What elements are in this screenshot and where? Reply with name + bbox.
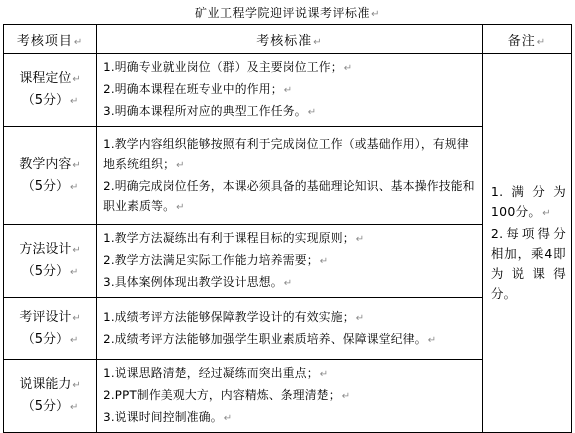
criteria-line: 2.PPT制作美观大方，内容精炼、条理清楚；↵ [103,388,351,402]
paragraph-mark-icon: ↵ [72,245,81,256]
header-note [482,25,571,54]
paragraph-mark-icon: ↵ [223,413,233,424]
criteria-line: 2.明确完成岗位任务，本课必须具备的基础理论知识、基本操作技能和职业素质等。↵ [103,178,475,213]
item-score: （5分）↵ [21,331,79,347]
criteria-cell [97,127,483,225]
table-header-row [4,25,572,54]
item-cell [4,298,97,360]
criteria-line: 3.具体案例体现出教学设计思想。↵ [103,275,293,289]
paragraph-mark-icon: ↵ [72,380,81,391]
criteria-line: 3.明确本课程所对应的典型工作任务。↵ [103,104,317,118]
paragraph-mark-icon: ↵ [341,391,351,402]
criteria-cell [97,298,483,360]
paragraph-mark-icon: ↵ [283,278,293,289]
paragraph-mark-icon: ↵ [313,36,323,48]
criteria-cell [97,225,483,298]
item-name: 方法设计↵ [19,242,81,257]
paragraph-mark-icon: ↵ [70,402,79,413]
evaluation-table [3,24,572,433]
item-score: （5分）↵ [21,264,79,279]
paragraph-mark-icon: ↵ [427,334,437,346]
header-criteria [97,25,483,54]
paragraph-mark-icon: ↵ [72,159,81,171]
header-item [4,25,97,54]
note-line: 1.满分为100分。↵ [490,184,566,219]
paragraph-mark-icon: ↵ [307,107,317,118]
paragraph-mark-icon: ↵ [319,256,329,267]
paragraph-mark-icon: ↵ [542,208,551,219]
paragraph-mark-icon: ↵ [72,312,81,324]
item-score: （5分）↵ [21,93,79,108]
paragraph-mark-icon: ↵ [70,334,79,346]
item-name: 教学内容↵ [19,156,81,172]
criteria-line: 1.教学内容组织能够按照有利于完成岗位工作（或基础作用），有规律地系统组织；↵ [103,136,469,171]
note-cell [482,54,571,433]
table-row [4,54,572,127]
paragraph-mark-icon: ↵ [343,63,353,74]
note-line: 2.每项得分相加，乘4即为说课得分。 [490,226,566,301]
paragraph-mark-icon: ↵ [283,85,293,96]
paragraph-mark-icon: ↵ [176,201,185,213]
paragraph-mark-icon: ↵ [176,159,185,171]
criteria-cell [97,54,483,127]
criteria-line: 2.教学方法满足实际工作能力培养需要；↵ [103,253,329,267]
criteria-cell [97,360,483,433]
criteria-line: 2.明确本课程在班专业中的作用；↵ [103,82,293,96]
item-score: （5分）↵ [21,399,79,414]
item-cell [4,54,97,127]
item-score: （5分）↵ [21,178,79,194]
item-cell [4,225,97,298]
criteria-line: 3.说课时间控制准确。↵ [103,410,233,424]
paragraph-mark-icon: ↵ [70,96,79,107]
header-criteria-text: 考核标准 [256,33,313,49]
paragraph-mark-icon: ↵ [319,369,329,380]
criteria-line: 1.教学方法凝练出有利于课程目标的实现原则；↵ [103,231,365,245]
item-cell [4,127,97,225]
item-name: 说课能力↵ [19,377,81,392]
criteria-line: 1.说课思路清楚，经过凝练而突出重点；↵ [103,366,329,380]
paragraph-mark-icon: ↵ [70,181,79,193]
header-note-text: 备注 [507,33,536,49]
criteria-line: 2.成绩考评方法能够加强学生职业素质培养、保障课堂纪律。↵ [103,331,437,346]
paragraph-mark-icon: ↵ [355,312,365,324]
paragraph-mark-icon: ↵ [70,267,79,278]
document-title [0,3,575,23]
paragraph-mark-icon: ↵ [73,36,84,48]
criteria-line: 1.成绩考评方法能够保障教学设计的有效实施；↵ [103,309,365,324]
criteria-line: 1.明确专业就业岗位（群）及主要岗位工作；↵ [103,60,353,74]
item-name: 课程定位↵ [19,71,81,86]
paragraph-mark-icon: ↵ [355,234,365,245]
header-item-text: 考核项目 [16,33,73,49]
item-name: 考评设计↵ [19,309,81,325]
paragraph-mark-icon: ↵ [72,74,81,85]
document-title-text: 矿业工程学院迎评说课考评标准 [195,6,371,20]
paragraph-mark-icon: ↵ [536,36,547,48]
paragraph-mark-icon: ↵ [371,9,380,20]
item-cell [4,360,97,433]
